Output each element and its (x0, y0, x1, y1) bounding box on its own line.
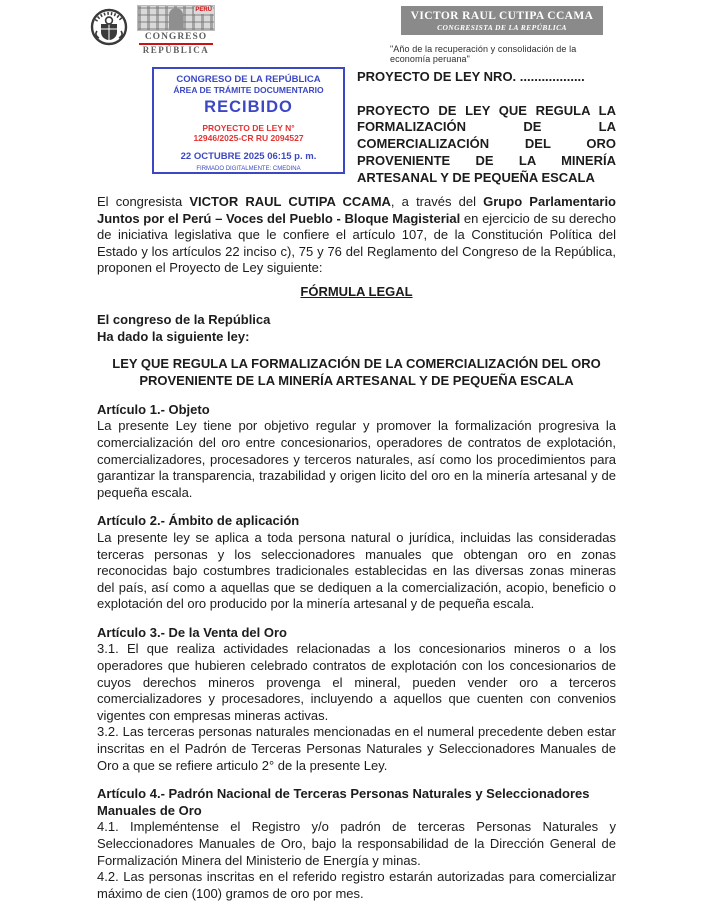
article-heading: Artículo 2.- Ámbito de aplicación (97, 513, 300, 529)
intro-text-segment: , a través del (390, 194, 484, 209)
congressman-name: VICTOR RAUL CUTIPA CCAMA (410, 10, 594, 22)
article-section (97, 402, 616, 502)
formula-legal-heading: FÓRMULA LEGAL (300, 283, 413, 299)
building-arch (169, 8, 183, 30)
law-number-line: PROYECTO DE LEY NRO. .................. (357, 69, 585, 84)
congress-logo (137, 5, 215, 55)
article-paragraph: 4.1. Impleméntense el Registro y/o padrón de terceras Personas Naturales y Seleccionadores Manuales de Oro, bajo la responsabilidad de la Dirección General de Formalización Minera del Ministerio de Energía y minas. (97, 819, 616, 868)
preamble (97, 312, 616, 345)
stamp-signature-note: FIRMADO DIGITALMENTE: CMEDINA (196, 166, 301, 172)
intro-text-segment: VICTOR RAUL CUTIPA CCAMA (189, 194, 391, 209)
intro-text-segment: El congresista (97, 194, 190, 209)
official-year-quote: "Año de la recuperación y consolidación de la economía peruana" (390, 44, 577, 64)
article-paragraph: 3.1. El que realiza actividades relacionadas a los concesionarios mineros o a los operadores que hubieren celebrado contratos de explotación con los concesionarios de cuyos derechos mineros provenga el mineral, pueden vender oro a terceros comercializadores y procesadores, incluyendo a aquellos que cuenten con convenios vigentes con empresas mineras activas. (97, 641, 616, 723)
law-title: LEY QUE REGULA LA FORMALIZACIÓN DE LA COMERCIALIZACIÓN DEL ORO PROVENIENTE DE LA MINERÍA ARTESANAL Y DE PEQUEÑA ESCALA (112, 356, 601, 388)
article-paragraph: 4.2. Las personas inscritas en el referido registro estarán autorizadas para comercializar máximo de cien (100) gramos de oro por mes. (97, 869, 616, 901)
logo-congreso-text: CONGRESO (144, 32, 208, 42)
intro-paragraph (97, 194, 616, 277)
stamp-office-line: ÁREA DE TRÁMITE DOCUMENTARIO (173, 85, 324, 95)
congressman-banner (401, 6, 603, 35)
article-heading: Artículo 3.- De la Venta del Oro (97, 624, 287, 640)
stamp-datetime: 22 OCTUBRE 2025 06:15 p. m. (180, 151, 317, 162)
preamble-line-2: Ha dado la siguiente ley: (97, 328, 250, 344)
article-paragraph: 3.2. Las terceras personas naturales mencionadas en el numeral precedente deben estar inscritas en el Padrón de Terceras Personas Naturales y Seleccionadores Manuales de Oro a que se refiere articulo 2° de la presente Ley. (97, 724, 616, 773)
logo-republica-text: REPÚBLICA (142, 45, 210, 55)
stamp-doc-number: 12946/2025-CR RU 2094527 (193, 133, 304, 143)
congressman-title: CONGRESISTA DE LA REPÚBLICA (437, 23, 567, 32)
received-stamp (152, 67, 345, 174)
stamp-doc-label: PROYECTO DE LEY N° (202, 123, 295, 133)
article-heading: Artículo 4.- Padrón Nacional de Terceras Personas Naturales y Seleccionadores Manuales de Oro (97, 786, 590, 818)
article-heading: Artículo 1.- Objeto (97, 401, 210, 417)
intro-text-segment: en ejercicio de su derecho de iniciativa legislativa que le confiere el artículo 107, de la Constitución Política del Estado y los artículos 22 inciso c), 75 y 76 del Reglamento del Congreso de la República, proponen el Proyecto de Ley siguiente: (97, 210, 616, 276)
congress-building-icon (137, 5, 215, 31)
peru-label: PERÚ (195, 7, 212, 13)
article-section (97, 625, 616, 774)
stamp-received-text: RECIBIDO (204, 98, 293, 116)
stamp-org-line: CONGRESO DE LA REPÚBLICA (176, 74, 321, 85)
article-section (97, 513, 616, 613)
project-title-block (357, 69, 616, 187)
letterhead (97, 4, 616, 64)
intro-text-segment: Grupo Parlamentario Juntos por el Perú – Voces del Pueblo - Bloque Magisterial (97, 194, 616, 226)
article-section (97, 786, 616, 902)
article-paragraph: La presente ley se aplica a toda persona natural o jurídica, incluidas las consideradas terceras personas y los seleccionadores manuales que obtengan oro en zonas reconocidas bajo costumbres tradicionales establecidas en las diversas zonas mineras del país, así como a aquellas que se dediquen a la comercialización, acopio, beneficio o explotación del oro producido por la minería artesanal y de pequeña escala. (97, 529, 616, 612)
peru-coat-of-arms-icon (90, 7, 128, 47)
preamble-line-1: El congreso de la República (97, 311, 271, 327)
article-paragraph: La presente Ley tiene por objetivo regular y promover la formalización progresiva la comercialización del oro entre concesionarios, operadores de contratos de explotación, comercializadores, procesadores y terceros naturales, así como los procedimientos para garantizar la transparencia, trazabilidad y origen licito del oro en la minería artesanal y de pequeña escala. (97, 418, 616, 500)
project-title: PROYECTO DE LEY QUE REGULA LA FORMALIZACIÓN DE LA COMERCIALIZACIÓN DEL ORO PROVENIENTE DE LA MINERÍA ARTESANAL Y DE PEQUEÑA ESCALA (357, 102, 616, 185)
articles-container (97, 402, 616, 902)
stamp-and-title-row (97, 67, 616, 191)
